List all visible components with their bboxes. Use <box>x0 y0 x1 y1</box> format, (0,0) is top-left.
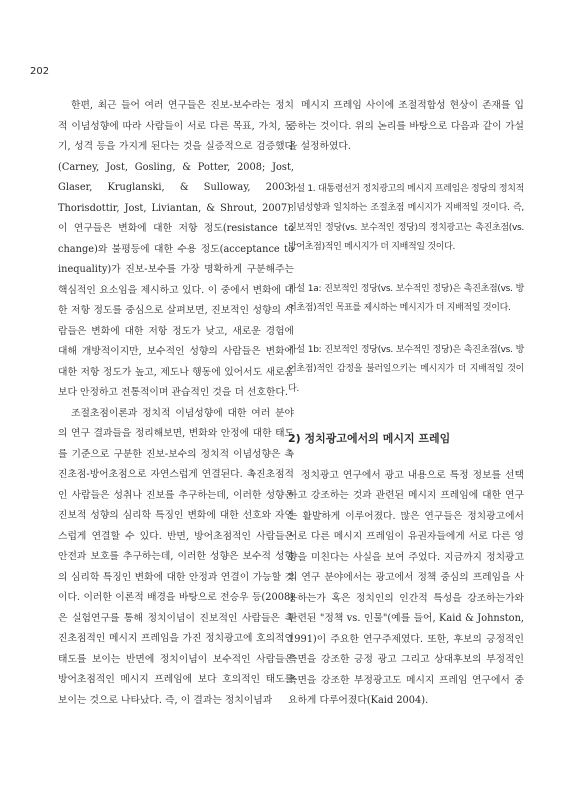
hypothesis-1b: 가설 1b: 진보적인 정당(vs. 보수적인 정당)은 촉진초점(vs. 방어초점)적인 감정을 불러일으키는 메시지가 더 지배적일 것이다. <box>288 344 524 394</box>
hypothesis-1: 가설 1. 대통령선거 정치광고의 메시지 프레임은 정당의 정치적 이념성향과 일치하는 조절초점 메시지가 지배적일 것이다. 즉, 진보적인 정당(vs. 보수적인 정당)의 정치광고는 촉진초점(vs. 방어초점)적인 메시지가 더 지배적일 것이다. <box>288 183 524 252</box>
body-paragraph: 정치광고 연구에서 광고 내용으로 특정 정보를 선택하고 강조하는 것과 관련된 메시지 프레임에 대한 연구는 활발하게 이루어졌다. 많은 연구들은 정치광고에서 서로 다른 메시지 프레임이 유권자들에게 서로 다른 영향을 미친다는 사실을 보여 주었다. 지금까지 정치광고의 연구 분야에서는 광고에서 정책 중심의 프레임을 사용하는가 혹은 정치인의 인간적 특성을 강조하는가와 관련된 "정책 vs. 인물"(예를 들어, Kaid & Johnston, 1991)이 주요한 연구주제였다. 또한, 후보의 긍정적인 측면을 강조한 긍정 광고 그리고 상대후보의 부정적인 측면을 강조한 부정광고도 메시지 프레임 연구에서 중요하게 다루어졌다(Kaid 2004). <box>288 469 524 706</box>
section-heading: 2) 정치광고에서의 메시지 프레임 <box>288 432 451 445</box>
left-column <box>58 96 294 711</box>
body-paragraph: 메시지 프레임 사이에 조절적합성 현상이 존재를 입증하는 것이다. 위의 논리를 바탕으로 다음과 같이 가설을 설정하였다. <box>288 100 524 152</box>
body-paragraph: 조절초점이론과 정치적 이념성향에 대한 여러 분야의 연구 결과들을 정리해보면, 변화와 안정에 대한 태도를 기준으로 구분한 진보-보수의 정치적 이념성향은 촉진초점-방어초점으로 자연스럽게 연결된다. 촉진초점적인 사람들은 성취나 진보를 추구하는데, 이러한 성향은 진보적 성향의 심리학 특징인 변화에 대한 선호와 자연스럽게 연결할 수 있다. 반면, 방어초점적인 사람들은 안전과 보호를 추구하는데, 이러한 성향은 보수적 성향의 심리학 특징인 변화에 대한 안정과 연결이 가능할 것이다. 이러한 이론적 배경을 바탕으로 전승우 등(2008)은 실험연구를 통해 정치이념이 진보적인 사람들은 촉진초점적인 메시지 프레임을 가진 정치광고에 호의적인 태도를 보이는 반면에 정치이념이 보수적인 사람들은 방어초점적인 메시지 프레임에 보다 호의적인 태도를 보이는 것으로 나타났다. 즉, 이 결과는 정치이념과 <box>58 407 294 706</box>
page-number: 202 <box>30 66 50 77</box>
right-column <box>288 96 524 712</box>
body-paragraph: 한편, 최근 들어 여러 연구들은 진보-보수라는 정치적 이념성향에 따라 사람들이 서로 다른 목표, 가치, 동기, 성격 등을 가지게 된다는 것을 실증적으로 검증했다(Carney, Jost, Gosling, & Potter, 2008; Jost, Glaser, Kruglanski, & Sulloway, 2003; Thorisdottir, Jost, Liviantan, & Shrout, 2007). 이 연구들은 변화에 대한 저항 정도(resistance to change)와 불평등에 대한 수용 정도(acceptance to inequality)가 진보-보수를 가장 명확하게 구분해주는 핵심적인 요소임을 제시하고 있다. 이 중에서 변화에 대한 저항 정도를 중심으로 살펴보면, 진보적인 성향의 사람들은 변화에 대한 저항 정도가 낮고, 새로운 경험에 대해 개방적이지만, 보수적인 성향의 사람들은 변화에 대한 저항 정도가 높고, 제도나 행동에 있어서도 새로움보다 안정하고 전통적이며 관습적인 것을 더 선호한다. <box>58 100 294 398</box>
hypothesis-1a: 가설 1a: 진보적인 정당(vs. 보수적인 정당)은 촉진초점(vs. 방어초점)적인 목표를 제시하는 메시지가 더 지배적일 것이다. <box>288 283 524 313</box>
